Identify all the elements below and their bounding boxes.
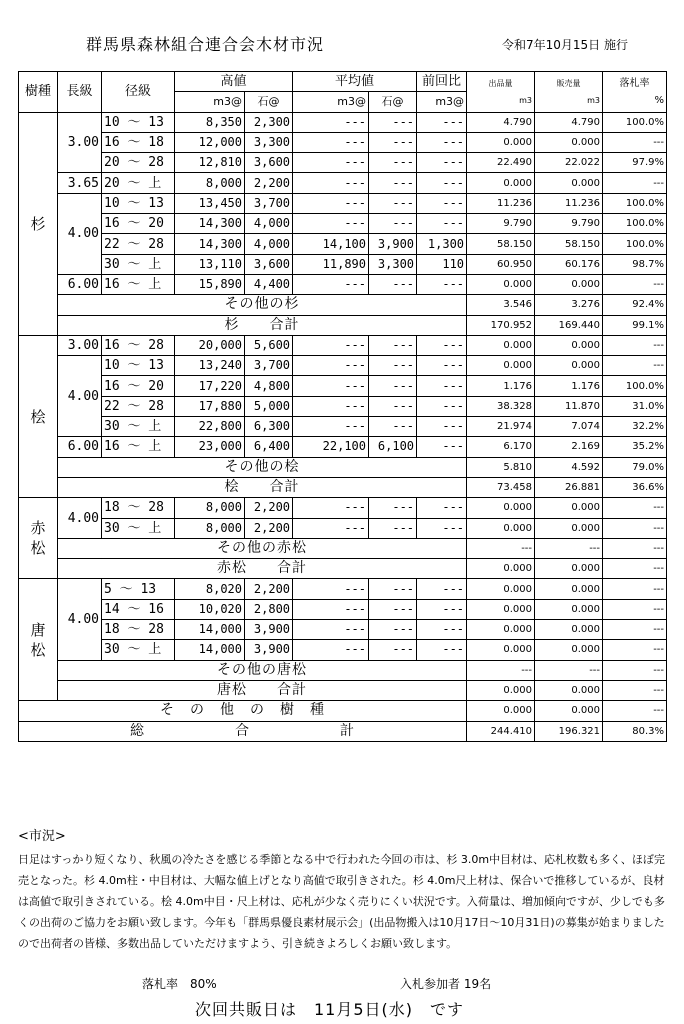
other-row bbox=[19, 538, 667, 558]
diameter-cell: 30 ～ 上 bbox=[102, 640, 175, 660]
diameter-cell: 16 ～ 20 bbox=[102, 376, 175, 396]
avg-koku-cell: --- bbox=[369, 193, 417, 213]
sold-cell: 0.000 bbox=[535, 559, 603, 579]
market-heading: <市況> bbox=[18, 829, 66, 844]
table-row bbox=[19, 153, 667, 173]
table-header bbox=[19, 72, 667, 113]
high-m3-cell: 13,240 bbox=[175, 356, 245, 376]
avg-koku-cell: --- bbox=[369, 579, 417, 599]
diameter-cell: 10 ～ 13 bbox=[102, 193, 175, 213]
prev-cell: --- bbox=[417, 599, 467, 619]
diameter-cell: 20 ～ 上 bbox=[102, 173, 175, 193]
high-m3-cell: 8,350 bbox=[175, 112, 245, 132]
table-row bbox=[19, 112, 667, 132]
high-koku-cell: 4,000 bbox=[245, 214, 293, 234]
high-m3-cell: 12,000 bbox=[175, 132, 245, 152]
prev-cell: --- bbox=[417, 356, 467, 376]
rate-cell: --- bbox=[603, 640, 667, 660]
high-m3-cell: 14,300 bbox=[175, 234, 245, 254]
rate-cell: --- bbox=[603, 559, 667, 579]
table-row bbox=[19, 234, 667, 254]
shipped-cell: 1.176 bbox=[467, 376, 535, 396]
shipped-cell: 0.000 bbox=[467, 518, 535, 538]
length-cell: 3.00 bbox=[58, 335, 102, 355]
sold-cell: 0.000 bbox=[535, 132, 603, 152]
col-prev: 前回比 bbox=[417, 72, 467, 92]
rate-cell: 100.0% bbox=[603, 376, 667, 396]
shipped-cell: 11.236 bbox=[467, 193, 535, 213]
diameter-cell: 30 ～ 上 bbox=[102, 518, 175, 538]
sold-cell: 11.236 bbox=[535, 193, 603, 213]
length-cell: 3.65 bbox=[58, 173, 102, 193]
high-m3-cell: 13,110 bbox=[175, 254, 245, 274]
high-koku-cell: 3,700 bbox=[245, 356, 293, 376]
avg-koku-cell: --- bbox=[369, 335, 417, 355]
prev-cell: --- bbox=[417, 376, 467, 396]
avg-m3-cell: --- bbox=[293, 417, 369, 437]
shipped-cell: 0.000 bbox=[467, 680, 535, 700]
shipped-cell: 9.790 bbox=[467, 214, 535, 234]
prev-cell: --- bbox=[417, 620, 467, 640]
shipped-cell: 38.328 bbox=[467, 396, 535, 416]
avg-m3-cell: --- bbox=[293, 153, 369, 173]
diameter-cell: 14 ～ 16 bbox=[102, 599, 175, 619]
high-koku-cell: 2,200 bbox=[245, 518, 293, 538]
shipped-cell: 22.490 bbox=[467, 153, 535, 173]
avg-m3-cell: --- bbox=[293, 640, 369, 660]
other-row-label: その他の唐松 bbox=[58, 660, 467, 680]
table-row bbox=[19, 193, 667, 213]
unit-high-m3: m3@ bbox=[175, 92, 245, 112]
rate-cell: 35.2% bbox=[603, 437, 667, 457]
rate-cell: 92.4% bbox=[603, 295, 667, 315]
rate-cell: --- bbox=[603, 173, 667, 193]
sold-cell: 169.440 bbox=[535, 315, 603, 335]
sold-cell: 0.000 bbox=[535, 498, 603, 518]
table-row bbox=[19, 599, 667, 619]
total-row bbox=[19, 315, 667, 335]
diameter-cell: 16 ～ 20 bbox=[102, 214, 175, 234]
table-row bbox=[19, 417, 667, 437]
rate-cell: --- bbox=[603, 274, 667, 294]
shipped-cell: 0.000 bbox=[467, 335, 535, 355]
diameter-cell: 20 ～ 28 bbox=[102, 153, 175, 173]
high-m3-cell: 8,000 bbox=[175, 518, 245, 538]
rate-cell: 100.0% bbox=[603, 193, 667, 213]
sold-cell: 0.000 bbox=[535, 356, 603, 376]
sold-cell: --- bbox=[535, 538, 603, 558]
shipped-cell: --- bbox=[467, 538, 535, 558]
sold-cell: 0.000 bbox=[535, 579, 603, 599]
avg-koku-cell: --- bbox=[369, 498, 417, 518]
sold-cell: 0.000 bbox=[535, 173, 603, 193]
avg-koku-cell: --- bbox=[369, 518, 417, 538]
high-m3-cell: 15,890 bbox=[175, 274, 245, 294]
market-report bbox=[18, 826, 666, 954]
shipped-cell: 0.000 bbox=[467, 599, 535, 619]
species-cell: 唐 松 bbox=[19, 579, 58, 701]
high-m3-cell: 14,000 bbox=[175, 640, 245, 660]
high-m3-cell: 13,450 bbox=[175, 193, 245, 213]
length-cell: 4.00 bbox=[58, 498, 102, 539]
sold-cell: 26.881 bbox=[535, 477, 603, 497]
sold-cell: 22.022 bbox=[535, 153, 603, 173]
avg-koku-cell: --- bbox=[369, 214, 417, 234]
avg-koku-cell: --- bbox=[369, 599, 417, 619]
high-m3-cell: 17,220 bbox=[175, 376, 245, 396]
col-rate: 落札率 % bbox=[603, 72, 667, 113]
diameter-cell: 18 ～ 28 bbox=[102, 498, 175, 518]
avg-koku-cell: --- bbox=[369, 376, 417, 396]
avg-koku-cell: --- bbox=[369, 274, 417, 294]
diameter-cell: 16 ～ 上 bbox=[102, 437, 175, 457]
high-m3-cell: 23,000 bbox=[175, 437, 245, 457]
prev-cell: --- bbox=[417, 274, 467, 294]
rate-cell: 97.9% bbox=[603, 153, 667, 173]
rate-cell: --- bbox=[603, 620, 667, 640]
total-row bbox=[19, 680, 667, 700]
length-cell: 6.00 bbox=[58, 437, 102, 457]
next-sale-date: 次回共販日は 11月5日(水) です bbox=[195, 1000, 465, 1019]
avg-m3-cell: --- bbox=[293, 132, 369, 152]
table-row bbox=[19, 498, 667, 518]
high-koku-cell: 5,600 bbox=[245, 335, 293, 355]
rate-cell: --- bbox=[603, 680, 667, 700]
prev-cell: 1,300 bbox=[417, 234, 467, 254]
sold-cell: 0.000 bbox=[535, 680, 603, 700]
other-row bbox=[19, 457, 667, 477]
unit-high-koku: 石@ bbox=[245, 92, 293, 112]
high-koku-cell: 3,900 bbox=[245, 640, 293, 660]
shipped-cell: 6.170 bbox=[467, 437, 535, 457]
prev-cell: --- bbox=[417, 417, 467, 437]
table-row bbox=[19, 376, 667, 396]
rate-cell: --- bbox=[603, 356, 667, 376]
unit-avg-koku: 石@ bbox=[369, 92, 417, 112]
high-m3-cell: 8,000 bbox=[175, 173, 245, 193]
diameter-cell: 16 ～ 18 bbox=[102, 132, 175, 152]
shipped-cell: 0.000 bbox=[467, 173, 535, 193]
rate-cell: 100.0% bbox=[603, 234, 667, 254]
col-diameter: 径級 bbox=[102, 72, 175, 113]
avg-m3-cell: --- bbox=[293, 173, 369, 193]
high-koku-cell: 4,400 bbox=[245, 274, 293, 294]
sold-cell: 0.000 bbox=[535, 620, 603, 640]
shipped-cell: 0.000 bbox=[467, 498, 535, 518]
length-cell: 4.00 bbox=[58, 579, 102, 660]
total-row-label: 唐松 合計 bbox=[58, 680, 467, 700]
diameter-cell: 30 ～ 上 bbox=[102, 254, 175, 274]
avg-m3-cell: --- bbox=[293, 274, 369, 294]
total-row bbox=[19, 559, 667, 579]
prev-cell: --- bbox=[417, 518, 467, 538]
prev-cell: --- bbox=[417, 132, 467, 152]
sold-cell: 196.321 bbox=[535, 721, 603, 741]
rate-cell: --- bbox=[603, 701, 667, 721]
shipped-cell: 0.000 bbox=[467, 132, 535, 152]
avg-koku-cell: --- bbox=[369, 173, 417, 193]
shipped-cell: 0.000 bbox=[467, 579, 535, 599]
high-koku-cell: 4,800 bbox=[245, 376, 293, 396]
avg-m3-cell: --- bbox=[293, 112, 369, 132]
length-cell: 4.00 bbox=[58, 356, 102, 437]
rate-cell: 79.0% bbox=[603, 457, 667, 477]
prev-cell: --- bbox=[417, 640, 467, 660]
high-koku-cell: 3,600 bbox=[245, 254, 293, 274]
shipped-cell: 170.952 bbox=[467, 315, 535, 335]
prev-cell: --- bbox=[417, 437, 467, 457]
col-sold: 販売量 m3 bbox=[535, 72, 603, 113]
grand-total-row bbox=[19, 721, 667, 741]
high-m3-cell: 14,300 bbox=[175, 214, 245, 234]
avg-koku-cell: --- bbox=[369, 417, 417, 437]
sold-cell: 1.176 bbox=[535, 376, 603, 396]
table-row bbox=[19, 396, 667, 416]
sold-cell: 7.074 bbox=[535, 417, 603, 437]
page-title: 群馬県森林組合連合会木材市況 bbox=[86, 35, 325, 54]
avg-m3-cell: --- bbox=[293, 376, 369, 396]
high-koku-cell: 3,700 bbox=[245, 193, 293, 213]
diameter-cell: 22 ～ 28 bbox=[102, 234, 175, 254]
col-high: 高値 bbox=[175, 72, 293, 92]
rate-cell: 99.1% bbox=[603, 315, 667, 335]
sold-cell: 58.150 bbox=[535, 234, 603, 254]
other-row-label: その他の桧 bbox=[58, 457, 467, 477]
sold-cell: 3.276 bbox=[535, 295, 603, 315]
diameter-cell: 10 ～ 13 bbox=[102, 356, 175, 376]
avg-koku-cell: --- bbox=[369, 153, 417, 173]
sold-cell: 0.000 bbox=[535, 599, 603, 619]
species-cell: 桧 bbox=[19, 335, 58, 497]
avg-m3-cell: --- bbox=[293, 214, 369, 234]
rate-cell: 80.3% bbox=[603, 721, 667, 741]
rate-cell: --- bbox=[603, 132, 667, 152]
sold-cell: 4.592 bbox=[535, 457, 603, 477]
sold-cell: 9.790 bbox=[535, 214, 603, 234]
avg-koku-cell: --- bbox=[369, 396, 417, 416]
diameter-cell: 30 ～ 上 bbox=[102, 417, 175, 437]
rate-cell: 100.0% bbox=[603, 112, 667, 132]
shipped-cell: 4.790 bbox=[467, 112, 535, 132]
high-m3-cell: 10,020 bbox=[175, 599, 245, 619]
prev-cell: --- bbox=[417, 153, 467, 173]
high-koku-cell: 2,200 bbox=[245, 579, 293, 599]
total-row-label: 桧 合計 bbox=[58, 477, 467, 497]
prev-cell: --- bbox=[417, 112, 467, 132]
high-koku-cell: 4,000 bbox=[245, 234, 293, 254]
sold-cell: 0.000 bbox=[535, 335, 603, 355]
rate-cell: --- bbox=[603, 660, 667, 680]
shipped-cell: 21.974 bbox=[467, 417, 535, 437]
avg-m3-cell: --- bbox=[293, 498, 369, 518]
avg-m3-cell: 14,100 bbox=[293, 234, 369, 254]
other-species-row-label: そ の 他 の 樹 種 bbox=[19, 701, 467, 721]
rate-cell: --- bbox=[603, 518, 667, 538]
length-cell: 4.00 bbox=[58, 193, 102, 274]
sold-cell: --- bbox=[535, 660, 603, 680]
rate-cell: --- bbox=[603, 335, 667, 355]
rate-cell: --- bbox=[603, 579, 667, 599]
total-row-label: 赤松 合計 bbox=[58, 559, 467, 579]
table-row bbox=[19, 356, 667, 376]
unit-avg-m3: m3@ bbox=[293, 92, 369, 112]
diameter-cell: 5 ～ 13 bbox=[102, 579, 175, 599]
sold-cell: 11.870 bbox=[535, 396, 603, 416]
avg-m3-cell: --- bbox=[293, 599, 369, 619]
sold-cell: 2.169 bbox=[535, 437, 603, 457]
avg-m3-cell: --- bbox=[293, 620, 369, 640]
table-row bbox=[19, 173, 667, 193]
avg-koku-cell: 6,100 bbox=[369, 437, 417, 457]
length-cell: 3.00 bbox=[58, 112, 102, 173]
high-koku-cell: 3,300 bbox=[245, 132, 293, 152]
species-cell: 杉 bbox=[19, 112, 58, 335]
high-koku-cell: 5,000 bbox=[245, 396, 293, 416]
high-koku-cell: 2,300 bbox=[245, 112, 293, 132]
rate-cell: --- bbox=[603, 538, 667, 558]
sold-cell: 60.176 bbox=[535, 254, 603, 274]
avg-m3-cell: --- bbox=[293, 579, 369, 599]
high-koku-cell: 2,800 bbox=[245, 599, 293, 619]
other-row-label: その他の赤松 bbox=[58, 538, 467, 558]
high-koku-cell: 6,400 bbox=[245, 437, 293, 457]
diameter-cell: 10 ～ 13 bbox=[102, 112, 175, 132]
sold-cell: 0.000 bbox=[535, 701, 603, 721]
shipped-cell: 73.458 bbox=[467, 477, 535, 497]
shipped-cell: 5.810 bbox=[467, 457, 535, 477]
other-row-label: その他の杉 bbox=[58, 295, 467, 315]
total-row bbox=[19, 477, 667, 497]
prev-cell: --- bbox=[417, 579, 467, 599]
avg-m3-cell: 22,100 bbox=[293, 437, 369, 457]
award-rate: 落札率 80% bbox=[142, 977, 217, 991]
sold-cell: 0.000 bbox=[535, 518, 603, 538]
price-table bbox=[18, 71, 667, 742]
col-length: 長級 bbox=[58, 72, 102, 113]
prev-cell: --- bbox=[417, 193, 467, 213]
other-row bbox=[19, 660, 667, 680]
high-m3-cell: 8,000 bbox=[175, 498, 245, 518]
diameter-cell: 22 ～ 28 bbox=[102, 396, 175, 416]
market-text: 日足はすっかり短くなり、秋風の冷たさを感じる季節となる中で行われた今回の市は、杉 3.0m中目材は、応札枚数も多く、ほぼ完売となった。杉 4.0m柱・中目材は、大幅な値上げとなり高値で取引きされた。杉 4.0m尺上材は、保合いで推移しているが、良材は高値で取引きされている。桧 4.0m中目・尺上材は、応札が少なく売りにくい状況です。入荷量は、増加傾向ですが、少しでも多くの出荷のご協力をお願い致します。今年も「群馬県優良素材展示会」(出品物搬入は10月17日～10月31日)の募集が始まりましたので出荷者の皆様、多数出品していただけますよう、引き続きよろしくお願い致します。 bbox=[18, 853, 665, 950]
participants: 入札参加者 19名 bbox=[400, 977, 492, 991]
table-row bbox=[19, 437, 667, 457]
shipped-cell: 0.000 bbox=[467, 640, 535, 660]
avg-koku-cell: --- bbox=[369, 356, 417, 376]
prev-cell: --- bbox=[417, 335, 467, 355]
shipped-cell: --- bbox=[467, 660, 535, 680]
diameter-cell: 16 ～ 28 bbox=[102, 335, 175, 355]
other-row bbox=[19, 295, 667, 315]
table-row bbox=[19, 620, 667, 640]
high-m3-cell: 17,880 bbox=[175, 396, 245, 416]
prev-cell: --- bbox=[417, 214, 467, 234]
grand-total-row-label: 総 合 計 bbox=[19, 721, 467, 741]
table-row bbox=[19, 518, 667, 538]
diameter-cell: 18 ～ 28 bbox=[102, 620, 175, 640]
table-row bbox=[19, 214, 667, 234]
table-row bbox=[19, 132, 667, 152]
high-m3-cell: 12,810 bbox=[175, 153, 245, 173]
shipped-cell: 3.546 bbox=[467, 295, 535, 315]
shipped-cell: 244.410 bbox=[467, 721, 535, 741]
length-cell: 6.00 bbox=[58, 274, 102, 294]
rate-cell: 31.0% bbox=[603, 396, 667, 416]
total-row-label: 杉 合計 bbox=[58, 315, 467, 335]
table-row bbox=[19, 335, 667, 355]
avg-m3-cell: --- bbox=[293, 356, 369, 376]
high-m3-cell: 14,000 bbox=[175, 620, 245, 640]
avg-koku-cell: 3,300 bbox=[369, 254, 417, 274]
rate-cell: 36.6% bbox=[603, 477, 667, 497]
sold-cell: 0.000 bbox=[535, 640, 603, 660]
shipped-cell: 0.000 bbox=[467, 559, 535, 579]
sold-cell: 4.790 bbox=[535, 112, 603, 132]
rate-cell: --- bbox=[603, 498, 667, 518]
high-koku-cell: 2,200 bbox=[245, 498, 293, 518]
table-row bbox=[19, 274, 667, 294]
rate-cell: 100.0% bbox=[603, 214, 667, 234]
avg-koku-cell: --- bbox=[369, 640, 417, 660]
sold-cell: 0.000 bbox=[535, 274, 603, 294]
col-avg: 平均値 bbox=[293, 72, 417, 92]
high-m3-cell: 8,020 bbox=[175, 579, 245, 599]
sale-date: 令和7年10月15日 施行 bbox=[502, 38, 628, 52]
high-koku-cell: 3,600 bbox=[245, 153, 293, 173]
col-shipped: 出品量 m3 bbox=[467, 72, 535, 113]
shipped-cell: 60.950 bbox=[467, 254, 535, 274]
species-cell: 赤 松 bbox=[19, 498, 58, 579]
shipped-cell: 0.000 bbox=[467, 274, 535, 294]
avg-m3-cell: 11,890 bbox=[293, 254, 369, 274]
avg-koku-cell: --- bbox=[369, 132, 417, 152]
unit-prev-m3: m3@ bbox=[417, 92, 467, 112]
table-row bbox=[19, 640, 667, 660]
avg-m3-cell: --- bbox=[293, 335, 369, 355]
shipped-cell: 0.000 bbox=[467, 356, 535, 376]
rate-cell: 32.2% bbox=[603, 417, 667, 437]
avg-m3-cell: --- bbox=[293, 396, 369, 416]
rate-cell: 98.7% bbox=[603, 254, 667, 274]
avg-m3-cell: --- bbox=[293, 193, 369, 213]
high-koku-cell: 6,300 bbox=[245, 417, 293, 437]
avg-koku-cell: --- bbox=[369, 620, 417, 640]
avg-koku-cell: 3,900 bbox=[369, 234, 417, 254]
table-row bbox=[19, 254, 667, 274]
avg-m3-cell: --- bbox=[293, 518, 369, 538]
prev-cell: --- bbox=[417, 498, 467, 518]
avg-koku-cell: --- bbox=[369, 112, 417, 132]
shipped-cell: 58.150 bbox=[467, 234, 535, 254]
shipped-cell: 0.000 bbox=[467, 701, 535, 721]
table-row bbox=[19, 579, 667, 599]
diameter-cell: 16 ～ 上 bbox=[102, 274, 175, 294]
shipped-cell: 0.000 bbox=[467, 620, 535, 640]
prev-cell: 110 bbox=[417, 254, 467, 274]
high-koku-cell: 3,900 bbox=[245, 620, 293, 640]
high-koku-cell: 2,200 bbox=[245, 173, 293, 193]
prev-cell: --- bbox=[417, 396, 467, 416]
rate-cell: --- bbox=[603, 599, 667, 619]
prev-cell: --- bbox=[417, 173, 467, 193]
high-m3-cell: 22,800 bbox=[175, 417, 245, 437]
other-species-row bbox=[19, 701, 667, 721]
col-species: 樹種 bbox=[19, 72, 58, 113]
high-m3-cell: 20,000 bbox=[175, 335, 245, 355]
